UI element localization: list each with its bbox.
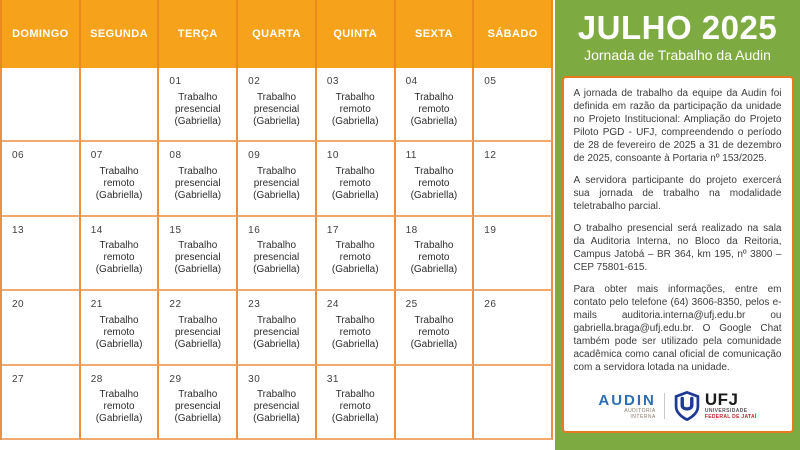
panel-header — [555, 0, 800, 72]
work-type: Trabalho remoto — [335, 91, 375, 115]
ufj-sub2: FEDERAL DE JATAÍ — [704, 414, 757, 420]
work-label — [159, 87, 236, 140]
ufj-shield-icon — [673, 391, 701, 421]
weekday-header-1: SEGUNDA — [81, 0, 160, 68]
work-type: Trabalho presencial — [253, 166, 300, 190]
weekday-header-0: DOMINGO — [2, 0, 81, 68]
audin-logo-text: AUDIN — [598, 391, 656, 409]
work-person: (Gabriella) — [174, 338, 222, 350]
calendar-cell-day-23 — [238, 291, 317, 365]
info-box — [562, 76, 794, 433]
day-number: 23 — [248, 299, 261, 311]
calendar-cell-day-11 — [396, 142, 475, 216]
work-type: Trabalho presencial — [174, 314, 221, 338]
info-paragraph-address: O trabalho presencial será realizado na sala da Auditoria Interna, no Bloco da Reitoria, Campus Jatobá – BR 364, km 195, nº 3800 – CEP 75801-615. — [573, 223, 782, 273]
work-label — [238, 161, 315, 214]
ufj-logo — [673, 391, 757, 421]
day-number: 06 — [12, 150, 25, 162]
audin-sub2: INTERNA — [630, 413, 656, 420]
work-person: (Gabriella) — [174, 115, 222, 127]
work-type: Trabalho presencial — [253, 240, 300, 264]
work-type: Trabalho remoto — [414, 91, 454, 115]
day-number: 24 — [326, 299, 339, 311]
day-number: 01 — [169, 76, 182, 87]
work-label — [81, 236, 158, 289]
work-type: Trabalho remoto — [414, 240, 454, 264]
work-label — [238, 310, 315, 363]
work-person: (Gabriella) — [410, 190, 458, 202]
work-type: Trabalho presencial — [253, 389, 300, 413]
info-paragraph-project: A jornada de trabalho da equipe da Audin foi definida em razão da participação da unidade no Projeto Institucional: Ampliação do Projeto Piloto PGD - UFJ, compreendendo o período de 28 de fevereiro de 2025 a 31 de dezembro de 2025, consoante à Portaria nº 153/2025. — [573, 88, 782, 164]
work-label — [317, 87, 394, 140]
calendar-cell-day-14 — [81, 217, 160, 291]
calendar-cell-day-22 — [159, 291, 238, 365]
calendar-cell-day-18 — [396, 217, 475, 291]
day-number: 20 — [12, 299, 25, 311]
work-label — [159, 236, 236, 289]
work-person: (Gabriella) — [331, 413, 379, 425]
work-person: (Gabriella) — [174, 190, 222, 202]
day-number: 15 — [169, 224, 182, 236]
work-type: Trabalho presencial — [174, 91, 221, 115]
calendar-cell-day-04 — [396, 68, 475, 142]
work-person: (Gabriella) — [253, 413, 300, 425]
panel-subtitle: Jornada de Trabalho da Audin — [584, 47, 771, 63]
calendar-weekday-header-row — [0, 0, 553, 68]
work-label — [396, 161, 473, 214]
calendar-cell-day-31 — [317, 366, 396, 440]
day-number: 19 — [484, 224, 497, 236]
work-person: (Gabriella) — [253, 115, 300, 127]
calendar-cell-day-09 — [238, 142, 317, 216]
calendar-cell-day-24 — [317, 291, 396, 365]
work-person: (Gabriella) — [331, 264, 379, 276]
info-paragraph-modality: A servidora participante do projeto exercerá sua jornada de trabalho na modalidade teletrabalho parcial. — [573, 175, 782, 212]
calendar-cell-day-05 — [474, 68, 553, 142]
weekday-header-4: QUINTA — [317, 0, 396, 68]
calendar-cell-empty — [396, 366, 475, 440]
calendar-cell-day-28 — [81, 366, 160, 440]
work-label — [159, 161, 236, 214]
calendar-cell-day-15 — [159, 217, 238, 291]
day-number: 21 — [90, 299, 103, 311]
day-number: 16 — [248, 224, 261, 236]
work-type: Trabalho remoto — [335, 389, 375, 413]
work-person: (Gabriella) — [95, 338, 143, 350]
work-label — [396, 87, 473, 140]
info-paragraph-contact: Para obter mais informações, entre em contato pelo telefone (64) 3606-8350, pelos e-mails auditoria.interna@ufj.edu.br ou gabriella.braga@ufj.edu.br. O Google Chat também pode ser utilizado pela comunidade acadêmica como canal oficial de comunicação com a servidora lotada na unidade. — [573, 284, 782, 373]
work-type: Trabalho presencial — [253, 91, 300, 115]
day-number: 28 — [90, 373, 103, 385]
weekday-header-6: SÁBADO — [474, 0, 553, 68]
day-number: 31 — [326, 373, 339, 385]
work-label — [81, 310, 158, 363]
day-number: 03 — [326, 76, 339, 87]
work-type: Trabalho presencial — [253, 314, 300, 338]
day-number: 04 — [405, 76, 418, 87]
work-person: (Gabriella) — [253, 264, 300, 276]
day-number: 29 — [169, 373, 182, 385]
calendar-cell-day-03 — [317, 68, 396, 142]
work-type: Trabalho presencial — [174, 240, 221, 264]
calendar-cell-day-01 — [159, 68, 238, 142]
day-number: 14 — [90, 224, 103, 236]
calendar-grid — [0, 68, 553, 440]
calendar-cell-day-21 — [81, 291, 160, 365]
ufj-logo-text-block — [705, 392, 757, 420]
work-type: Trabalho presencial — [174, 389, 221, 413]
day-number: 26 — [484, 299, 497, 311]
logo-divider — [664, 393, 665, 419]
work-type: Trabalho remoto — [99, 166, 139, 190]
day-number: 10 — [326, 150, 339, 162]
work-label — [81, 385, 158, 438]
month-title: JULHO 2025 — [577, 9, 778, 46]
work-type: Trabalho remoto — [335, 240, 375, 264]
work-label — [238, 385, 315, 438]
work-label — [159, 385, 236, 438]
day-number: 25 — [405, 299, 418, 311]
work-type: Trabalho remoto — [99, 389, 139, 413]
ufj-sub1: UNIVERSIDADE — [704, 408, 748, 414]
audin-sub1: AUDITORIA — [624, 407, 656, 414]
work-person: (Gabriella) — [174, 264, 222, 276]
day-number: 08 — [169, 150, 182, 162]
work-label — [317, 310, 394, 363]
day-number: 09 — [248, 150, 261, 162]
logo-row — [574, 391, 782, 425]
weekday-header-3: QUARTA — [238, 0, 317, 68]
calendar-cell-day-06 — [2, 142, 81, 216]
work-person: (Gabriella) — [410, 264, 458, 276]
work-person: (Gabriella) — [95, 413, 143, 425]
info-panel — [553, 0, 800, 450]
calendar-cell-day-16 — [238, 217, 317, 291]
work-type: Trabalho remoto — [335, 166, 375, 190]
work-type: Trabalho remoto — [414, 314, 454, 338]
day-number: 07 — [90, 150, 103, 162]
work-person: (Gabriella) — [410, 338, 458, 350]
audin-logo-subtext — [624, 408, 656, 420]
work-person: (Gabriella) — [331, 338, 379, 350]
day-number: 02 — [248, 76, 261, 87]
calendar-cell-day-07 — [81, 142, 160, 216]
calendar-cell-day-27 — [2, 366, 81, 440]
work-person: (Gabriella) — [174, 413, 222, 425]
audin-logo — [598, 393, 656, 420]
day-number: 27 — [12, 373, 25, 385]
work-person: (Gabriella) — [331, 115, 379, 127]
work-person: (Gabriella) — [331, 190, 379, 202]
work-type: Trabalho remoto — [99, 240, 139, 264]
work-person: (Gabriella) — [253, 338, 300, 350]
work-type: Trabalho remoto — [99, 314, 139, 338]
day-number: 30 — [248, 373, 261, 385]
day-number: 18 — [405, 224, 418, 236]
day-number: 13 — [12, 224, 25, 236]
ufj-logo-text: UFJ — [704, 390, 739, 409]
work-person: (Gabriella) — [410, 115, 458, 127]
calendar-cell-day-29 — [159, 366, 238, 440]
calendar-cell-day-19 — [474, 217, 553, 291]
day-number: 05 — [484, 76, 497, 87]
work-label — [396, 236, 473, 289]
work-type: Trabalho presencial — [174, 166, 221, 190]
calendar-cell-empty — [474, 366, 553, 440]
work-person: (Gabriella) — [253, 190, 300, 202]
calendar-cell-day-26 — [474, 291, 553, 365]
day-number: 22 — [169, 299, 182, 311]
work-label — [238, 87, 315, 140]
calendar-cell-day-25 — [396, 291, 475, 365]
calendar-cell-day-20 — [2, 291, 81, 365]
work-label — [317, 161, 394, 214]
work-type: Trabalho remoto — [414, 166, 454, 190]
calendar-cell-day-10 — [317, 142, 396, 216]
day-number: 12 — [484, 150, 497, 162]
work-label — [159, 310, 236, 363]
calendar-cell-day-08 — [159, 142, 238, 216]
work-label — [238, 236, 315, 289]
calendar-cell-empty — [81, 68, 160, 142]
calendar-cell-empty — [2, 68, 81, 142]
day-number: 17 — [326, 224, 339, 236]
calendar-cell-day-12 — [474, 142, 553, 216]
work-label — [396, 310, 473, 363]
work-person: (Gabriella) — [95, 264, 143, 276]
work-label — [317, 385, 394, 438]
work-person: (Gabriella) — [95, 190, 143, 202]
calendar-cell-day-17 — [317, 217, 396, 291]
work-label — [317, 236, 394, 289]
weekday-header-2: TERÇA — [159, 0, 238, 68]
work-label — [81, 161, 158, 214]
calendar-cell-day-30 — [238, 366, 317, 440]
day-number: 11 — [405, 150, 417, 162]
calendar-cell-day-02 — [238, 68, 317, 142]
calendar-cell-day-13 — [2, 217, 81, 291]
work-type: Trabalho remoto — [335, 314, 375, 338]
weekday-header-5: SEXTA — [396, 0, 475, 68]
